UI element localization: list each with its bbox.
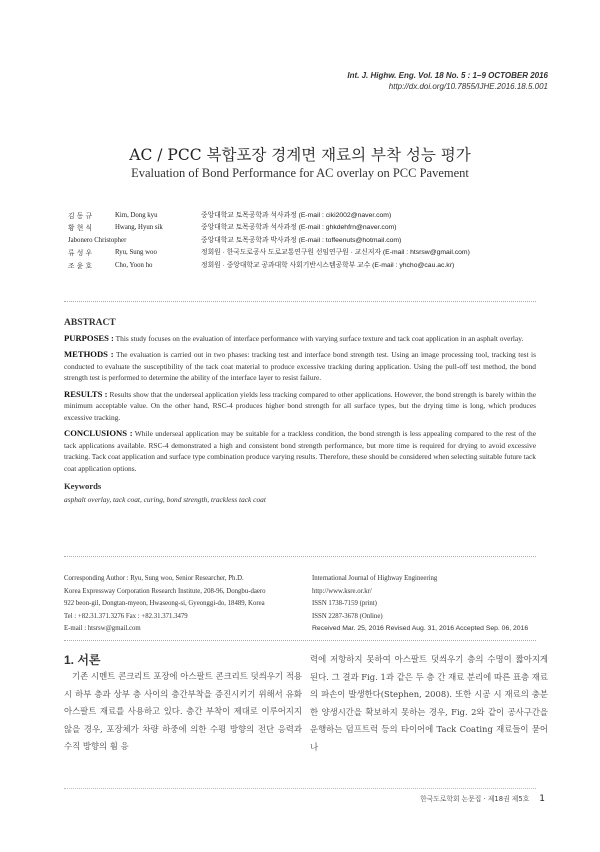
footer-journal: 한국도로학회 논문집 · 제18권 제5호 <box>420 795 530 803</box>
keywords-heading: Keywords <box>64 481 102 491</box>
corresponding-line: Corresponding Author : Ryu, Sung woo, Senior Researcher, Ph.D. <box>64 575 244 582</box>
purposes-text: This study focuses on the evaluation of interface performance with varying surface texture and tack coat application in an asphalt overlay. <box>115 333 524 343</box>
page-footer <box>420 793 545 804</box>
abstract-methods <box>64 349 536 384</box>
author-name-english: Hwang, Hyun sik <box>115 224 163 232</box>
corresponding-line: Tel : +82.31.371.3276 Fax : +82.31.371.3479 <box>64 612 188 620</box>
conclusions-label: CONCLUSIONS : <box>64 428 133 438</box>
abstract-conclusions <box>64 428 536 474</box>
corresponding-email[interactable]: E-mail : htsrsw@gmail.com <box>64 625 141 632</box>
body-column-left <box>64 668 302 756</box>
submission-dates: Received Mar. 25, 2016 Revised Aug. 31, 2016 Accepted Sep. 06, 2016 <box>312 625 529 632</box>
journal-citation: Int. J. Highw. Eng. Vol. 18 No. 5 : 1–9 OCTOBER 2016 <box>347 71 548 80</box>
journal-info <box>312 573 552 636</box>
corresponding-line: 922 beon-gil, Dongtan-myeon, Hwaseong-si, Gyeonggi-do, 18489, Korea <box>64 600 265 607</box>
author-name-english: Cho, Yoon ho <box>115 261 153 269</box>
author-affiliation: 정회원 · 한국도로공사 도로교통연구원 선임연구원 · 교신저자 (E-mail : htsrsw@gmail.com) <box>201 249 470 257</box>
divider <box>64 556 536 557</box>
corresponding-author-info <box>64 573 304 636</box>
author-name-korean: 김 동 규 <box>68 212 93 220</box>
results-label: RESULTS : <box>64 388 108 399</box>
author-affiliation: 중앙대학교 토목공학과 박사과정 (E-mail : toffeenuts@hotmail.com) <box>201 236 402 244</box>
section-title: 1. 서론 <box>64 653 101 667</box>
issn-online: ISSN 2287-3678 (Online) <box>312 612 383 620</box>
doi-link[interactable]: http://dx.doi.org/10.7855/IJHE.2016.18.5.001 <box>388 82 548 91</box>
methods-text: The evaluation is carried out in two phases: tracking test and interface bond strength test. Using an image processing tool, tracking test is conducted to evaluate the susceptibility of the tack coat material to produce excessive tracking during application. Using the pull-off test method, the bond strength test is performed to determine the ability of the interface layer to resist failure. <box>64 350 536 382</box>
abstract-section <box>64 318 536 505</box>
author-affiliation: 중앙대학교 토목공학과 석사과정 (E-mail : ciki2002@naver.com) <box>201 212 392 219</box>
title-korean: AC / PCC 복합포장 경계면 재료의 부착 성능 평가 <box>129 146 471 164</box>
corresponding-line: Korea Expressway Corporation Research Institute, 208-96, Dongbu-daero <box>64 587 266 595</box>
abstract-results <box>64 389 536 424</box>
page-number: 1 <box>539 794 545 804</box>
author-name-english: Kim, Dong kyu <box>115 212 158 219</box>
footer-divider <box>64 788 536 789</box>
journal-header <box>347 70 548 92</box>
body-paragraph: 기존 시멘트 콘크리트 포장에 아스팔트 콘크리트 덧씌우기 적용 시 하부 층과 상부 층 사이의 층간부착을 증진시키기 위해서 유화 아스팔트 재료를 사용하고 있다. 층간 부착이 제대로 이루어지지 않을 경우, 포장체가 차량 하중에 의한 수평 방향의 전단 응력과 수직 방향의 휨 응 <box>64 671 302 752</box>
author-affiliation: 정회원 · 중앙대학교 공과대학 사회기반시스템공학부 교수 (E-mail : yhcho@cau.ac.kr) <box>201 261 455 269</box>
conclusions-text: While underseal application may be suitable for a trackless condition, the bond strength is less appealing compared to the rest of the tack applications available. RSC-4 demonstrated a high and consistent bond strength performance, but more time is required for drying to avoid excessive tracking. Tack coat application and surface type combination produce varying results. Therefore, these should be considered when selecting suitable future tack coat application options. <box>64 429 536 473</box>
author-name-korean: 류 성 우 <box>68 249 93 258</box>
abstract-purposes <box>64 333 536 345</box>
abstract-heading: ABSTRACT <box>64 318 116 328</box>
title-english: Evaluation of Bond Performance for AC overlay on PCC Pavement <box>131 166 469 180</box>
author-name-english: Jabonero Christopher <box>68 236 127 244</box>
keywords-list: asphalt overlay, tack coat, curing, bond strength, trackless tack coat <box>64 494 266 504</box>
author-affiliation: 중앙대학교 토목공학과 석사과정 (E-mail : ghkdehfrn@naver.com) <box>201 224 397 232</box>
issn-print: ISSN 1738-7159 (print) <box>312 600 377 607</box>
author-name-korean: 조 윤 호 <box>68 261 93 270</box>
body-column-right <box>310 651 548 757</box>
body-paragraph: 력에 저항하지 못하여 아스팔트 덧씌우기 층의 수명이 짧아지게 된다. 그 결과 Fig. 1과 같은 두 층 간 재료 분리에 따른 표층 재료의 파손이 발생한다(Stephen, 2008). 또한 시공 시 재료의 충분한 양생시간을 확보하지 못하는 경우, Fig. 2와 같이 공사구간을 운행하는 덤프트럭 등의 타이어에 Tack Coating 재료들이 묻어 나 <box>310 654 548 752</box>
methods-label: METHODS : <box>64 349 114 359</box>
purposes-label: PURPOSES : <box>64 332 114 343</box>
divider <box>64 301 536 302</box>
journal-url[interactable]: http://www.ksre.or.kr/ <box>312 587 372 595</box>
journal-name: International Journal of Highway Engineering <box>312 575 438 582</box>
divider <box>64 640 536 641</box>
author-name-english: Ryu, Sung woo <box>115 249 157 257</box>
author-name-korean: 황 현 식 <box>68 224 93 233</box>
results-text: Results show that the underseal application yields less tracking compared to other applications. However, the bond strength is barely within the minimum acceptable value. On the other hand, RSC-4 produces higher bond strength for all surface types, but the drying time is long, which produces excessive tracking. <box>64 389 536 422</box>
